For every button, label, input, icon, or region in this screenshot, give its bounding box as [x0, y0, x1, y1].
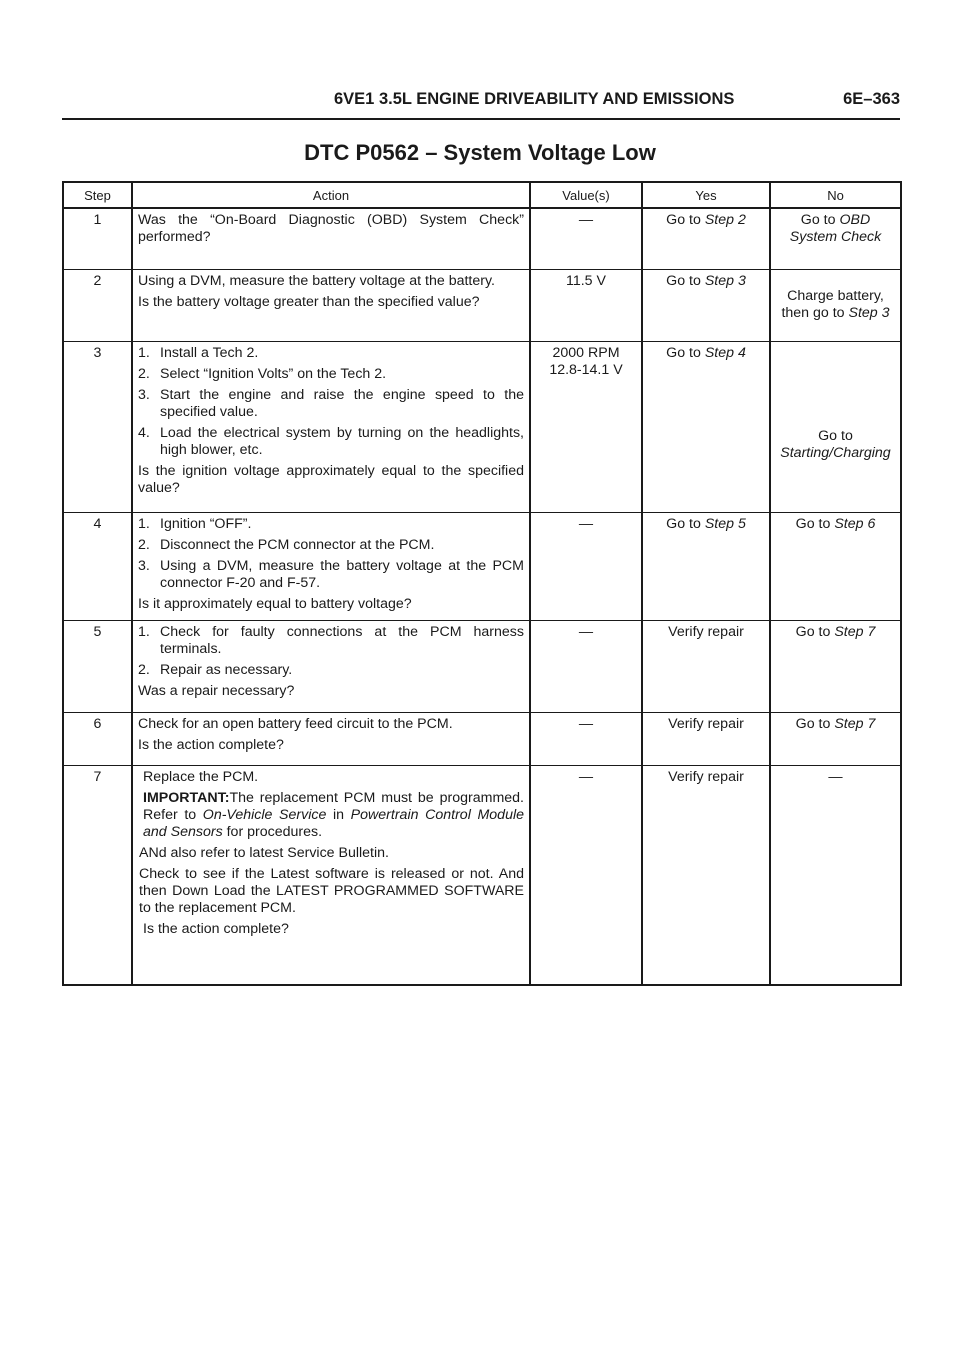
action-cell [132, 765, 530, 985]
column-header-action: Action [132, 182, 530, 208]
value-cell: — [530, 620, 642, 712]
table-row [63, 269, 901, 341]
table-row [63, 712, 901, 765]
yes-cell [642, 208, 770, 269]
table-row [63, 208, 901, 269]
action-question: Is the action complete? [143, 920, 289, 937]
action-cell [132, 512, 530, 620]
action-question: Is the ignition voltage approximately equal to the specified value? [138, 462, 524, 496]
action-text: Check for an open battery feed circuit to the PCM. [138, 715, 453, 732]
list-item: 3. Using a DVM, measure the battery voltage at the PCM connector F-20 and F-57. [138, 557, 524, 591]
no-cell [770, 512, 901, 620]
step-number: 1 [63, 208, 132, 269]
action-question: Is it approximately equal to battery voltage? [138, 595, 412, 612]
action-cell [132, 620, 530, 712]
value-cell: 11.5 V [530, 269, 642, 341]
table-header-row [63, 182, 901, 208]
list-item: 1. Check for faulty connections at the PCM harness terminals. [138, 623, 524, 657]
no-reference: Step 7 [834, 715, 876, 732]
list-item: 2. Select “Ignition Volts” on the Tech 2. [138, 365, 387, 382]
yes-prefix: Go to [666, 515, 705, 532]
action-text: Replace the PCM. [143, 768, 259, 785]
page-header [62, 88, 900, 120]
no-prefix: Go to [800, 212, 840, 228]
yes-cell [642, 512, 770, 620]
column-header-yes: Yes [642, 182, 770, 208]
important-label: IMPORTANT: [143, 789, 230, 806]
yes-cell [642, 341, 770, 512]
list-item: 1. Install a Tech 2. [138, 344, 259, 361]
action-question: Is the battery voltage greater than the specified value? [138, 293, 480, 310]
diagnostic-table [62, 181, 902, 986]
column-header-no: No [770, 182, 901, 208]
value-cell: — [530, 765, 642, 985]
list-item: 2. Repair as necessary. [138, 661, 293, 678]
action-cell [132, 712, 530, 765]
yes-reference: Step 2 [704, 212, 746, 228]
no-cell [770, 269, 901, 341]
action-question: Was a repair necessary? [138, 682, 295, 699]
list-item: 2. Disconnect the PCM connector at the PCM. [138, 536, 435, 553]
no-prefix: Go to [818, 427, 853, 444]
service-bulletin-note: ANd also refer to latest Service Bulletin. [139, 844, 389, 861]
action-cell [132, 208, 530, 269]
list-item: 3. Start the engine and raise the engine speed to the specified value. [138, 386, 524, 420]
no-prefix: Go to [795, 515, 835, 532]
no-reference: Step 7 [834, 623, 876, 640]
software-note: Check to see if the Latest software is released or not. And then Down Load the LATEST PROGRAMMED SOFTWARE to the replacement PCM. [139, 865, 524, 916]
yes-cell: Verify repair [642, 765, 770, 985]
yes-cell: Verify repair [642, 712, 770, 765]
step-number: 3 [63, 341, 132, 512]
reference-pcm-sensors: Powertrain Control Module and Sensors [143, 806, 524, 840]
yes-prefix: Go to [666, 212, 705, 228]
value-cell [530, 341, 642, 512]
no-cell [770, 620, 901, 712]
no-cell [770, 712, 901, 765]
column-header-step: Step [63, 182, 132, 208]
no-reference: Step 6 [834, 515, 876, 532]
yes-reference: Step 5 [704, 515, 746, 532]
list-item: 4. Load the electrical system by turning on the headlights, high blower, etc. [138, 424, 524, 458]
value-cell: — [530, 512, 642, 620]
no-prefix: Go to [795, 623, 835, 640]
table-row [63, 512, 901, 620]
yes-reference: Step 3 [704, 272, 746, 289]
step-number: 2 [63, 269, 132, 341]
no-reference: Step 3 [848, 304, 890, 321]
step-number: 4 [63, 512, 132, 620]
reference-on-vehicle-service: On-Vehicle Service [202, 806, 327, 823]
no-cell [770, 208, 901, 269]
step-number: 7 [63, 765, 132, 985]
action-cell [132, 269, 530, 341]
step-number: 6 [63, 712, 132, 765]
value-cell: — [530, 712, 642, 765]
important-note: IMPORTANT:The replacement PCM must be programmed. Refer to On-Vehicle Service in Powertrain Control Module and Sensors for procedures. [143, 789, 524, 840]
action-text: Was the “On-Board Diagnostic (OBD) System Check” performed? [138, 212, 524, 245]
step-number: 5 [63, 620, 132, 712]
no-reference: Starting/Charging [780, 444, 891, 461]
yes-cell: Verify repair [642, 620, 770, 712]
no-prefix: Charge battery, then go to [781, 287, 884, 321]
action-text: Using a DVM, measure the battery voltage at the battery. [138, 272, 495, 289]
action-cell [132, 341, 530, 512]
list-item: 1. Ignition “OFF”. [138, 515, 252, 532]
value-rpm: 2000 RPM [552, 344, 620, 361]
table-row [63, 620, 901, 712]
no-prefix: Go to [795, 715, 835, 732]
section-title: 6VE1 3.5L ENGINE DRIVEABILITY AND EMISSIONS [334, 90, 735, 108]
yes-prefix: Go to [666, 344, 705, 361]
no-cell [770, 341, 901, 512]
yes-cell [642, 269, 770, 341]
page-number: 6E–363 [843, 90, 900, 108]
value-voltage: 12.8-14.1 V [549, 361, 623, 378]
yes-reference: Step 4 [704, 344, 746, 361]
table-row [63, 341, 901, 512]
yes-prefix: Go to [666, 272, 705, 289]
table-row [63, 765, 901, 985]
column-header-values: Value(s) [530, 182, 642, 208]
action-question: Is the action complete? [138, 736, 284, 753]
no-reference: OBD System Check [789, 212, 882, 245]
no-cell: — [770, 765, 901, 985]
value-cell: — [530, 208, 642, 269]
document-title: DTC P0562 – System Voltage Low [304, 140, 656, 165]
